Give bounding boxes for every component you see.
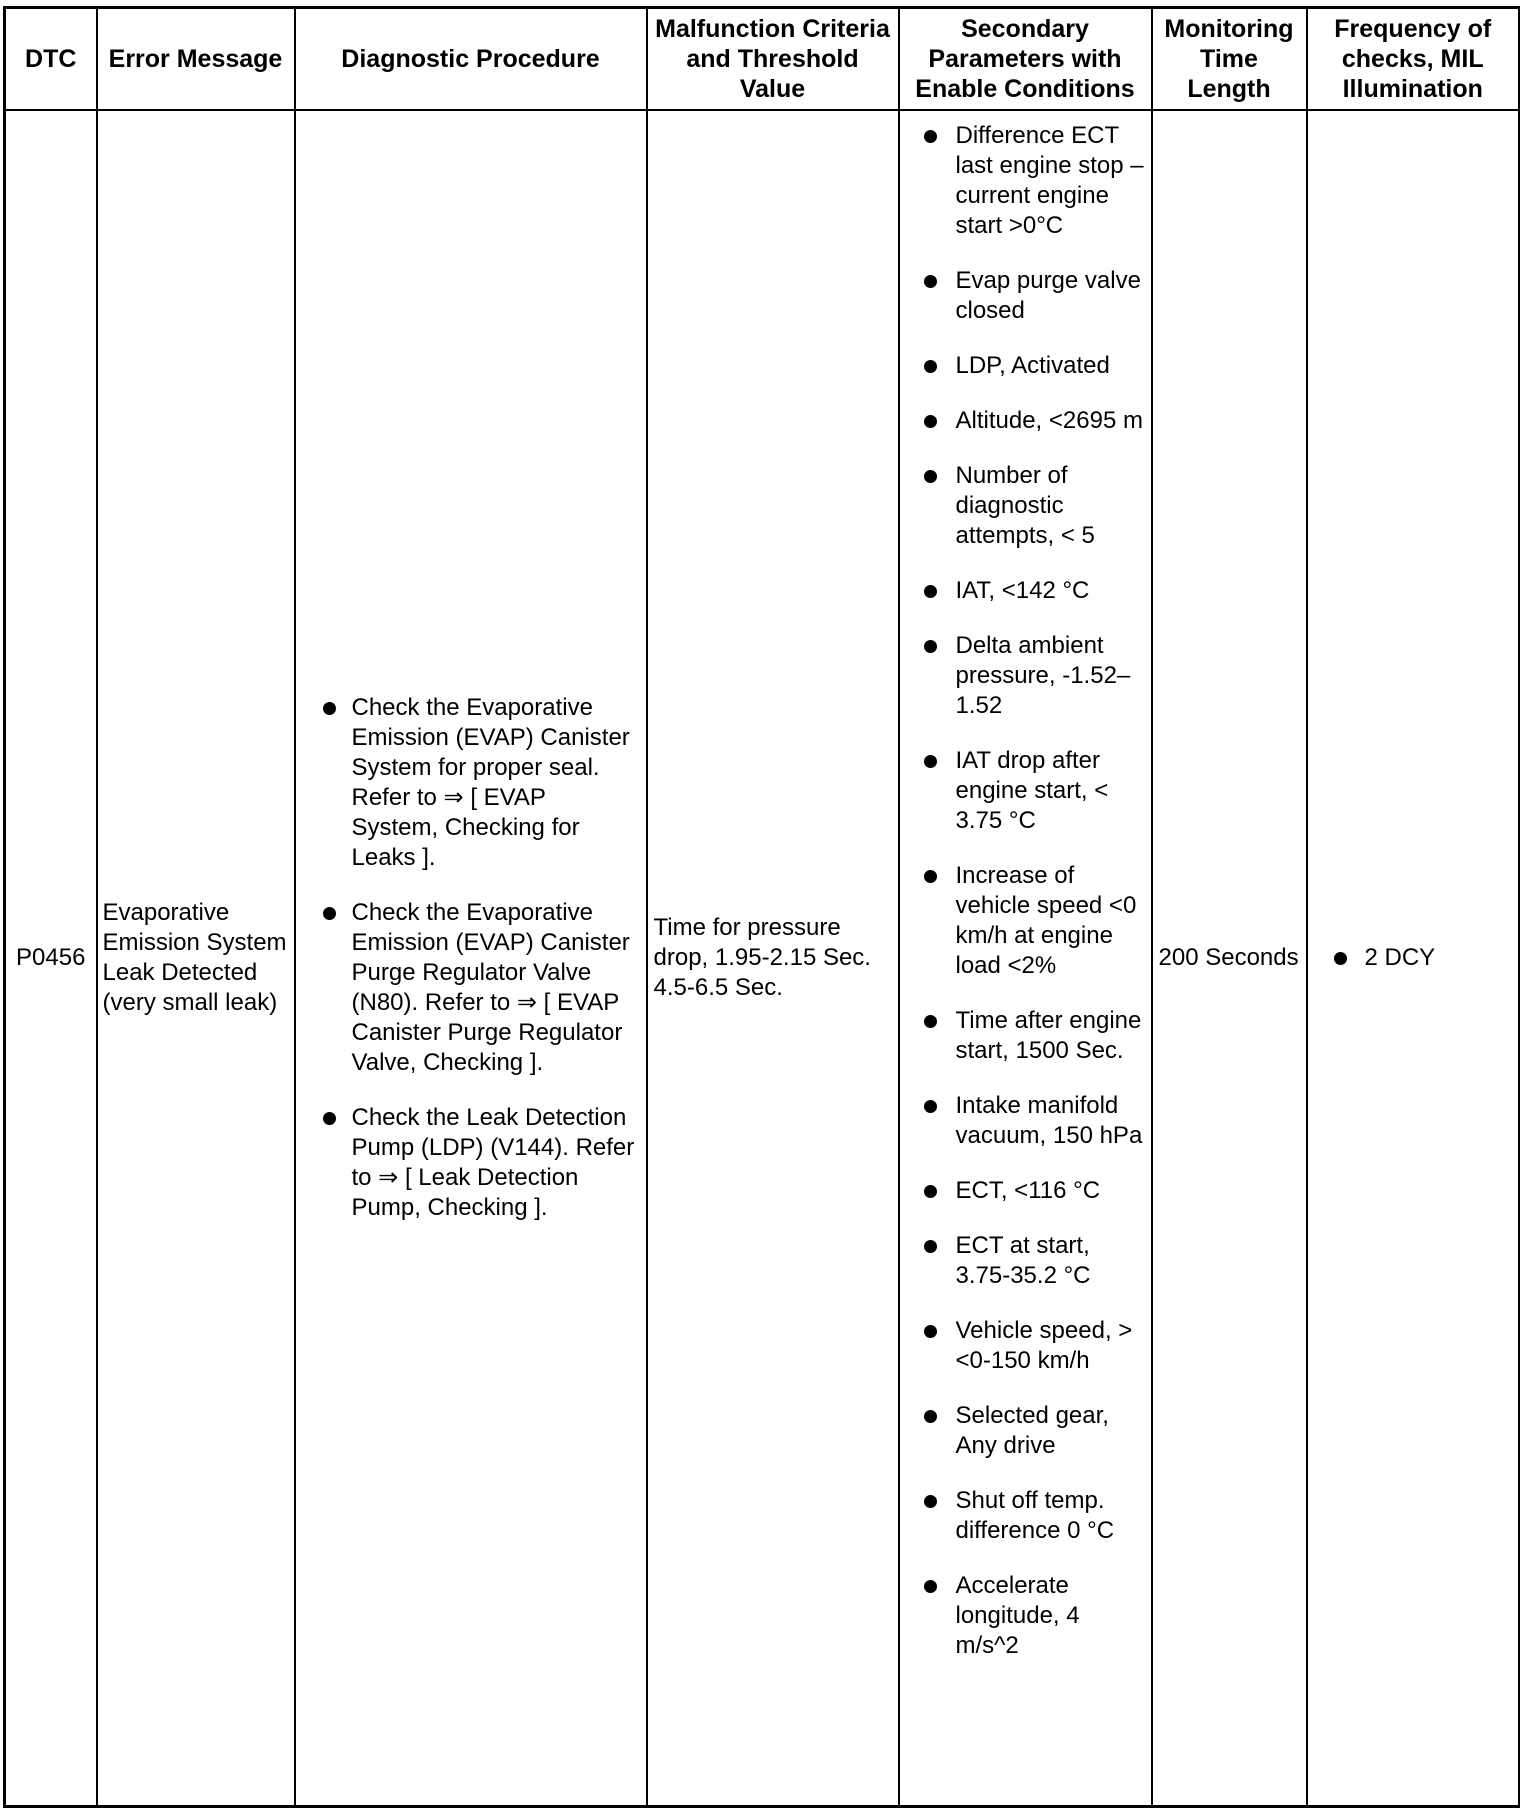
secondary-parameter-item: IAT, <142 °C (900, 576, 1145, 606)
secondary-parameter-item: Evap purge valve closed (900, 266, 1145, 326)
frequency-item: 2 DCY (1308, 943, 1519, 973)
secondary-parameters-list (900, 121, 1145, 1661)
secondary-parameter-item: Altitude, <2695 m (900, 406, 1145, 436)
secondary-parameter-item: Number of diagnostic attempts, < 5 (900, 461, 1145, 551)
secondary-parameter-item: ECT, <116 °C (900, 1176, 1145, 1206)
secondary-parameter-item: Increase of vehicle speed <0 km/h at engine load <2% (900, 861, 1145, 981)
header-row (5, 8, 1520, 111)
monitoring-time-cell: 200 Seconds (1152, 110, 1307, 1807)
secondary-parameter-item: LDP, Activated (900, 351, 1145, 381)
header-malfunction-criteria: Malfunction Criteria and Threshold Value (647, 8, 899, 111)
secondary-parameters-cell (899, 110, 1152, 1807)
diagnostic-procedure-cell (295, 110, 647, 1807)
frequency-cell (1307, 110, 1520, 1807)
secondary-parameter-item: Shut off temp. difference 0 °C (900, 1486, 1145, 1546)
secondary-parameter-item: IAT drop after engine start, < 3.75 °C (900, 746, 1145, 836)
dtc-code-cell: P0456 (5, 110, 97, 1807)
header-frequency: Frequency of checks, MIL Illumination (1307, 8, 1520, 111)
header-dtc: DTC (5, 8, 97, 111)
header-error-message: Error Message (97, 8, 295, 111)
frequency-list (1308, 943, 1519, 973)
error-message-cell: Evaporative Emission System Leak Detected (very small leak) (97, 110, 295, 1807)
secondary-parameter-item: Time after engine start, 1500 Sec. (900, 1006, 1145, 1066)
diagnostic-procedure-list (296, 693, 638, 1223)
secondary-parameter-item: ECT at start, 3.75-35.2 °C (900, 1231, 1145, 1291)
secondary-parameter-item: Selected gear, Any drive (900, 1401, 1145, 1461)
procedure-step: Check the Evaporative Emission (EVAP) Canister Purge Regulator Valve (N80). Refer to ⇒ [ EVAP Canister Purge Regulator Valve, Checking ]. (296, 898, 638, 1078)
secondary-parameter-item: Difference ECT last engine stop – current engine start >0°C (900, 121, 1145, 241)
malfunction-criteria-cell: Time for pressure drop, 1.95-2.15 Sec. 4.5-6.5 Sec. (647, 110, 899, 1807)
secondary-parameter-item: Delta ambient pressure, -1.52–1.52 (900, 631, 1145, 721)
header-secondary-parameters: Secondary Parameters with Enable Conditions (899, 8, 1152, 111)
header-diagnostic-procedure: Diagnostic Procedure (295, 8, 647, 111)
table-row (5, 110, 1520, 1807)
header-monitoring-time: Monitoring Time Length (1152, 8, 1307, 111)
procedure-step: Check the Leak Detection Pump (LDP) (V144). Refer to ⇒ [ Leak Detection Pump, Checking ]. (296, 1103, 638, 1223)
procedure-step: Check the Evaporative Emission (EVAP) Canister System for proper seal. Refer to ⇒ [ EVAP System, Checking for Leaks ]. (296, 693, 638, 873)
secondary-parameter-item: Vehicle speed, > <0-150 km/h (900, 1316, 1145, 1376)
secondary-parameter-item: Intake manifold vacuum, 150 hPa (900, 1091, 1145, 1151)
secondary-parameter-item: Accelerate longitude, 4 m/s^2 (900, 1571, 1145, 1661)
dtc-table (3, 6, 1520, 1808)
